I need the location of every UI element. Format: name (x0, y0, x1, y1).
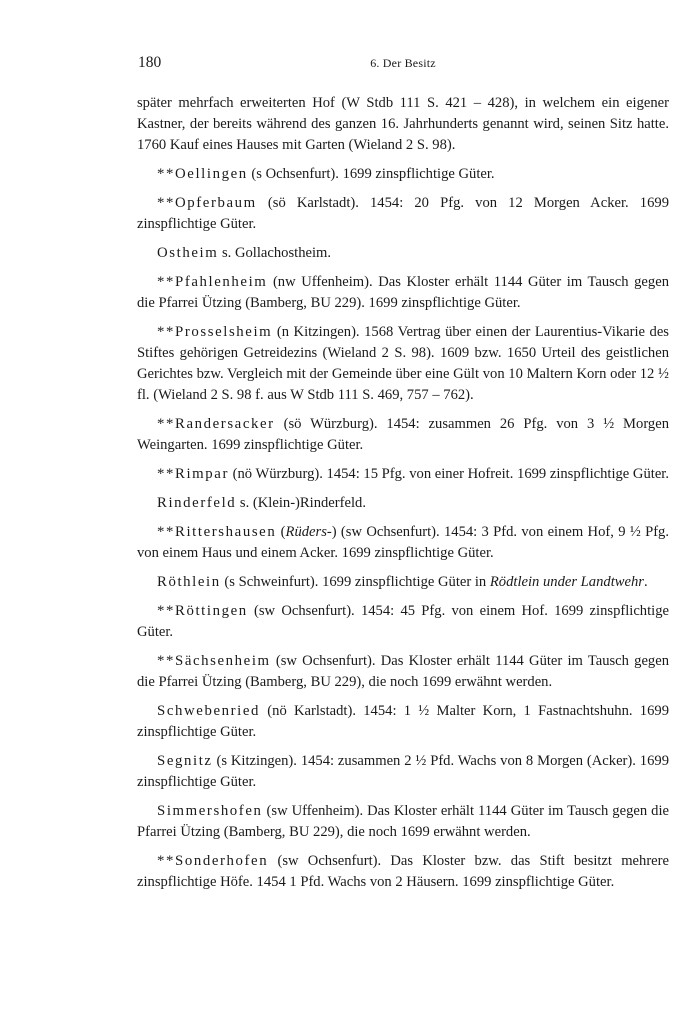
entry-text: (nö Würzburg). 1454: 15 Pfg. von einer Hofreit. 1699 zinspflichtige Güter. (228, 466, 670, 483)
entry-heading: **Oellingen (157, 166, 248, 183)
entry-segnitz (137, 751, 669, 793)
entry-text: (sö Karlstadt). 1454: 20 Pfg. von 12 Morgen Acker. 1699 zinspflichtige Güter. (137, 195, 669, 233)
entry-text: (sw Ochsenfurt). Das Kloster erhält 1144 Güter im Tausch gegen die Pfarrei Ützing (Bamberg, BU 229), die noch 1699 erwähnt werden. (137, 652, 669, 690)
entry-opferbaum (137, 193, 669, 235)
entry-heading: **Pfahlenheim (157, 273, 268, 290)
entry-ostheim (137, 243, 669, 264)
entry-heading: Röthlein (157, 573, 221, 590)
entry-text: (n Kitzingen). 1568 Vertrag über einen der Laurentius-Vikarie des Stiftes gehörigen Getreidezins (Wieland 2 S. 98). 1609 bzw. 1650 Urteil des geistlichen Gerichtes bzw. Vergleich mit der Gemeinde über eine Gült von 10 Maltern Korn oder 12 ½ fl. (Wieland 2 S. 98 f. aus W Stdb 111 S. 469, 757 – 762). (137, 323, 669, 404)
entry-heading: **Sächsenheim (157, 652, 271, 669)
entry-roettingen (137, 601, 669, 643)
entry-text: (sw Ochsenfurt). 1454: 45 Pfg. von einem Hof. 1699 zinspflichtige Güter. (137, 602, 669, 640)
paragraph-continuation (137, 93, 669, 157)
entry-text-italic: Rüders- (285, 523, 332, 540)
entry-text: (sw Uffenheim). Das Kloster erhält 1144 Güter im Tausch gegen die Pfarrei Ützing (Bamberg, BU 229), die noch 1699 erwähnt werden. (137, 802, 669, 840)
entry-heading: Schwebenried (157, 702, 261, 719)
entry-text: (nw Uffenheim). Das Kloster erhält 1144 Güter im Tausch gegen die Pfarrei Ützing (Bamberg, BU 229). 1699 zinspflichtige Güter. (137, 273, 669, 311)
entry-rimpar (137, 464, 669, 485)
entry-text-post: . (643, 573, 648, 590)
entry-heading: **Rittershausen (157, 523, 277, 540)
entry-saechsenheim (137, 651, 669, 693)
entry-heading: Simmershofen (157, 802, 263, 819)
entry-text-post: ) (sw Ochsenfurt). 1454: 3 Pfd. von einem Hof, 9 ½ Pfg. von einem Haus und einem Acker. 1699 zinspflichtige Güter. (137, 523, 670, 561)
page-header (137, 54, 669, 74)
entry-heading: **Röttingen (157, 602, 248, 619)
entry-prosselsheim (137, 322, 669, 407)
entry-simmershofen (137, 801, 669, 843)
entry-text: später mehrfach erweiterten Hof (W Stdb 111 S. 421 – 428), in welchem ein eigener Kastner, der bereits während des ganzen 16. Jahrhunderts genannt wird, seinen Sitz hatte. 1760 Kauf eines Hauses mit Garten (Wieland 2 S. 98). (137, 95, 669, 154)
entry-oellingen (137, 164, 669, 185)
entry-text-pre: (s Schweinfurt). 1699 zinspflichtige Güter in (220, 573, 490, 590)
entry-text: (nö Karlstadt). 1454: 1 ½ Malter Korn, 1 Fastnachtshuhn. 1699 zinspflichtige Güter. (137, 702, 669, 740)
entry-heading: **Randersacker (157, 416, 275, 433)
entry-heading: **Sonderhofen (157, 852, 269, 869)
entry-text: (s Kitzingen). 1454: zusammen 2 ½ Pfd. Wachs von 8 Morgen (Acker). 1699 zinspflichtige Güter. (137, 752, 669, 790)
entry-roethlein (137, 572, 669, 593)
entry-text-pre: ( (276, 523, 286, 540)
entry-heading: **Opferbaum (157, 195, 257, 211)
entry-heading: Segnitz (157, 752, 213, 769)
entry-rinderfeld (137, 493, 669, 514)
entry-randersacker (137, 414, 669, 456)
entry-heading: Ostheim (157, 245, 219, 261)
running-head: 6. Der Besitz (370, 56, 436, 70)
entry-sonderhofen (137, 851, 669, 893)
page-body (137, 93, 669, 901)
entry-text: (s Ochsenfurt). 1699 zinspflichtige Güter. (247, 166, 495, 183)
entry-schwebenried (137, 701, 669, 743)
entry-text-italic: Rödtlein under Landtwehr (489, 573, 644, 590)
page-number: 180 (138, 54, 162, 71)
entry-heading: **Rimpar (157, 466, 229, 483)
entry-text: (sw Ochsenfurt). Das Kloster bzw. das Stift besitzt mehrere zinspflichtige Höfe. 1454 1 Pfd. Wachs von 2 Häusern. 1699 zinspflichtige Güter. (137, 852, 669, 890)
entry-text: s. Gollachostheim. (218, 245, 332, 261)
entry-heading: Rinderfeld (157, 495, 237, 511)
entry-rittershausen (137, 522, 669, 564)
entry-pfahlenheim (137, 272, 669, 314)
entry-text: s. (Klein-)Rinderfeld. (236, 495, 366, 511)
entry-heading: **Prosselsheim (157, 323, 273, 340)
entry-text: (sö Würzburg). 1454: zusammen 26 Pfg. von 3 ½ Morgen Weingarten. 1699 zinspflichtige Güter. (137, 416, 669, 454)
